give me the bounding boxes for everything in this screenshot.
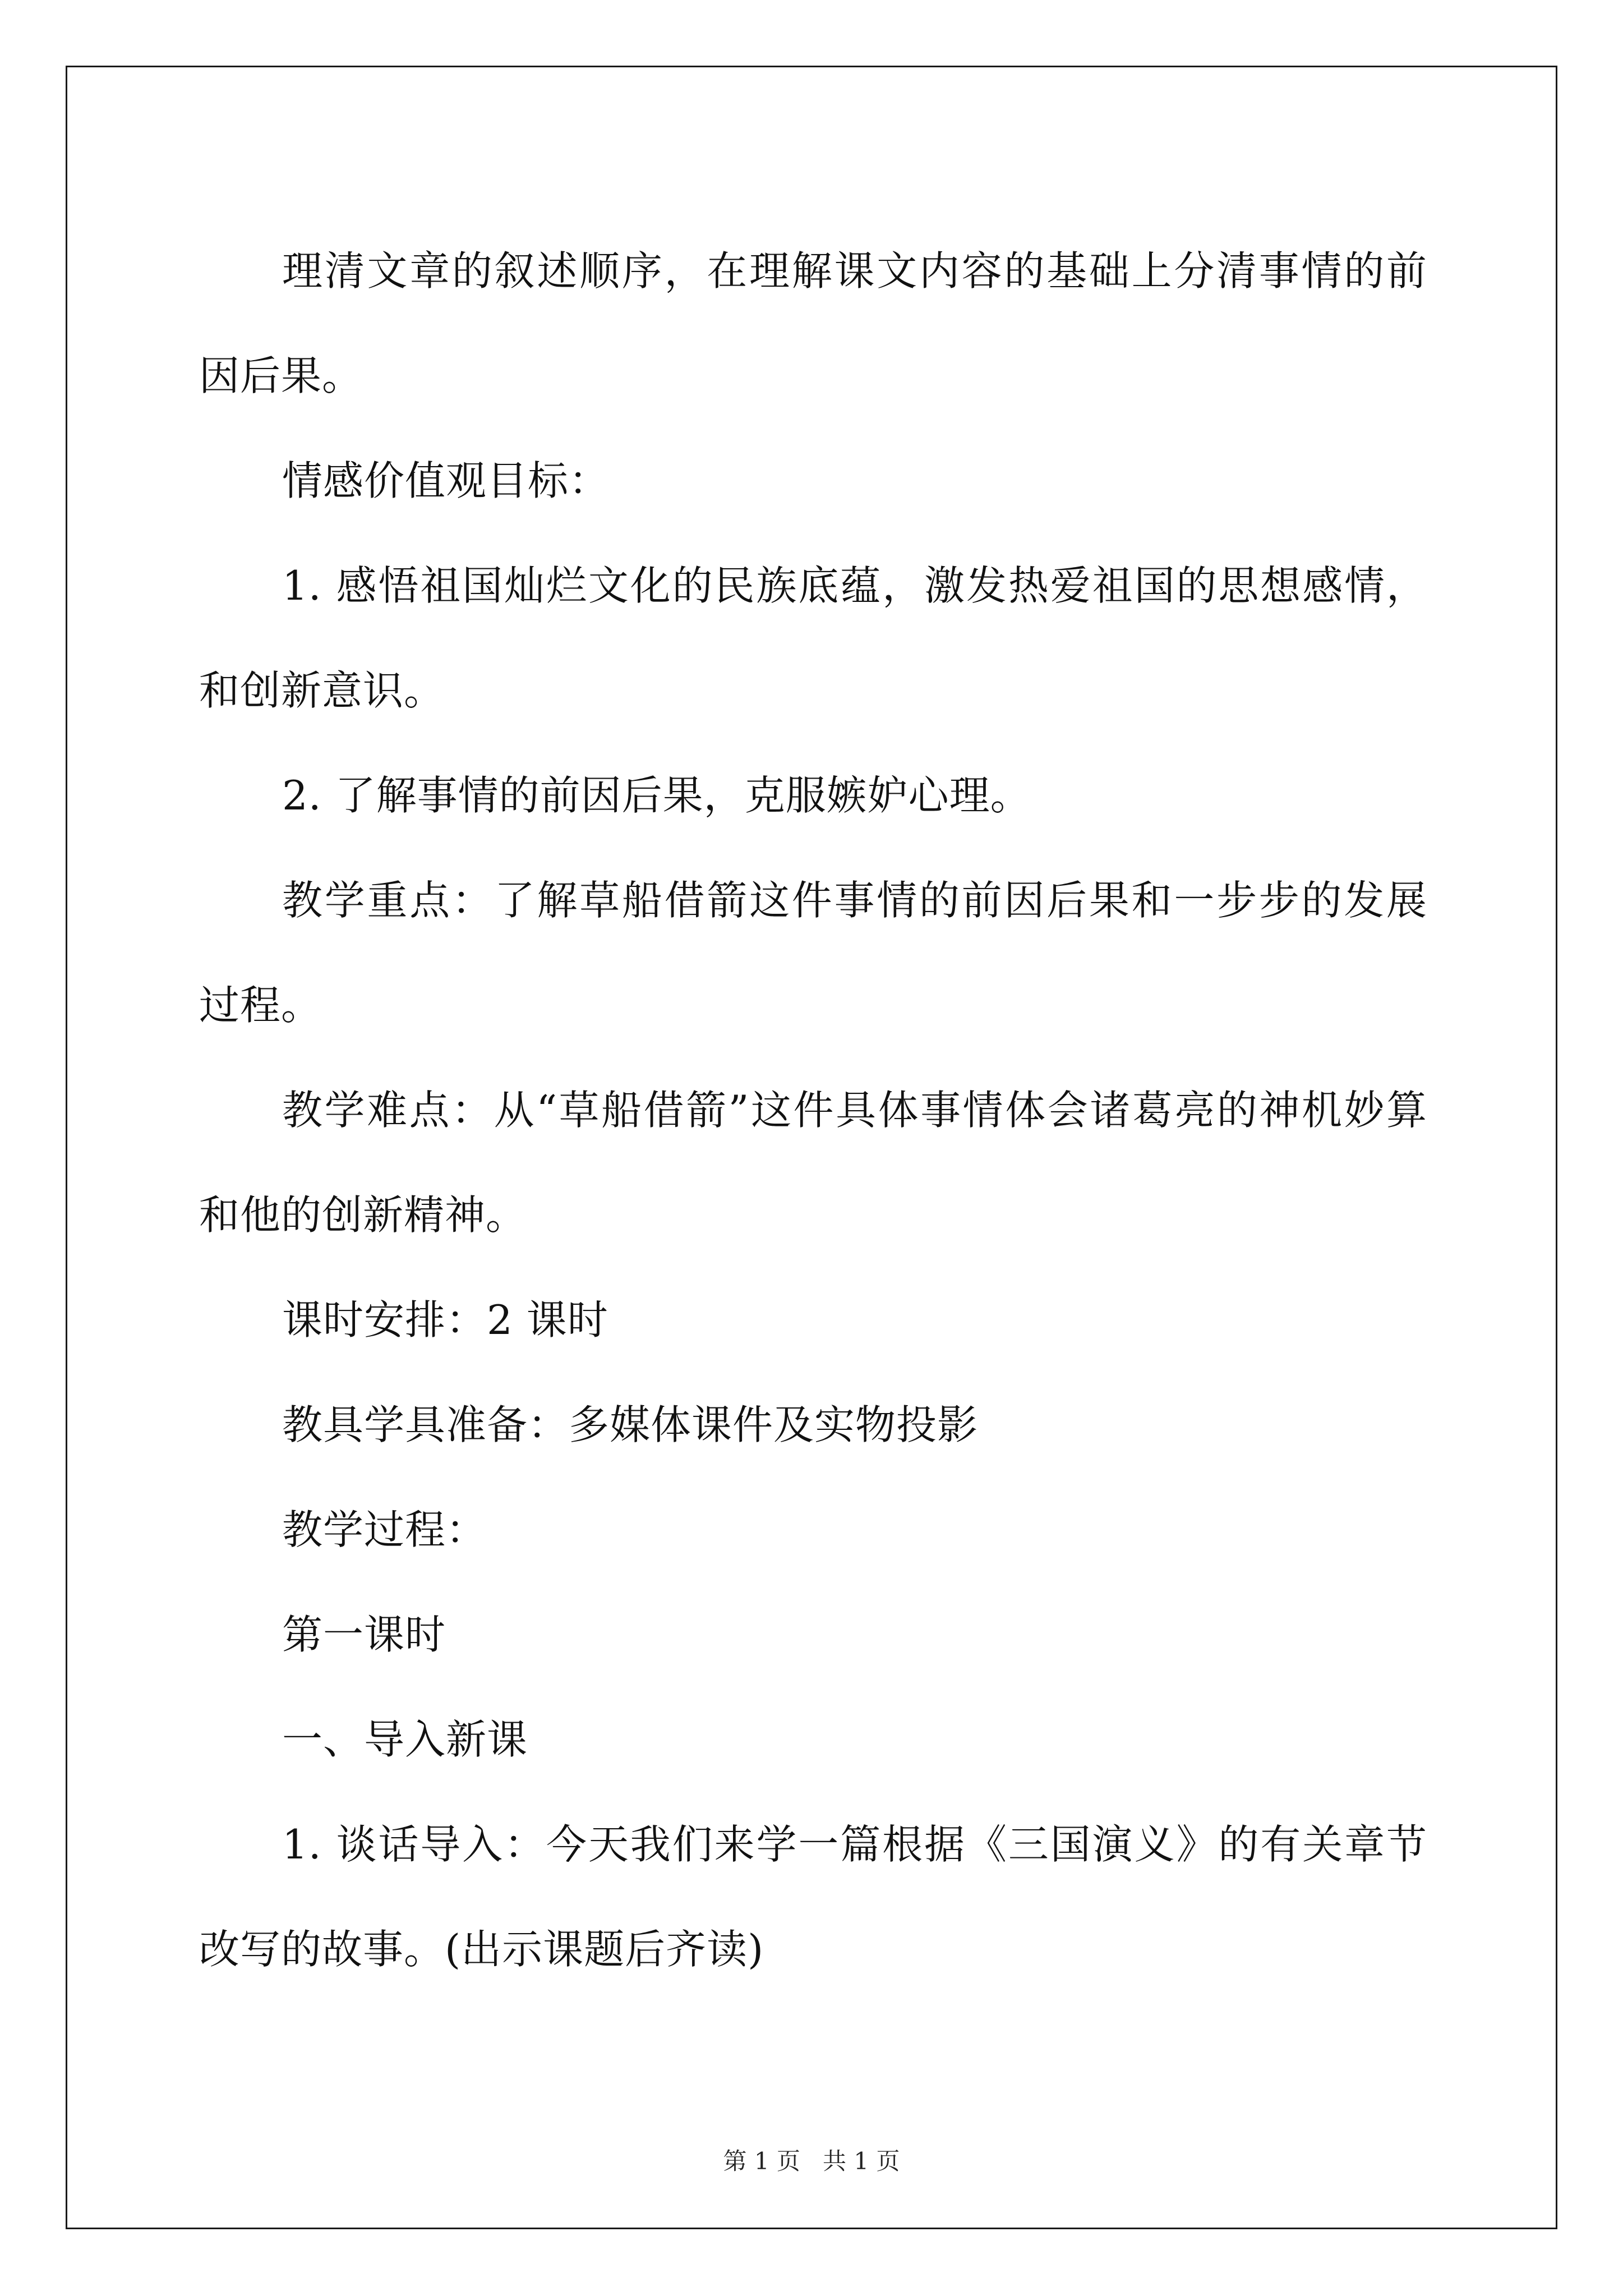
paragraph: 情感价值观目标： <box>282 457 610 504</box>
paragraph: 理清文章的叙述顺序，在理解课文内容的基础上分清事情的前因后果。 <box>199 247 1427 399</box>
page-footer: 第 1 页 共 1 页 <box>723 2147 900 2175</box>
paragraph: 1. 感悟祖国灿烂文化的民族底蕴，激发热爱祖国的思想感情，和创新意识。 <box>199 562 1427 714</box>
paragraph: 1. 谈话导入：今天我们来学一篇根据《三国演义》的有关章节改写的故事。(出示课题后齐读) <box>199 1821 1427 1973</box>
paragraph: 教具学具准备：多媒体课件及实物投影 <box>282 1401 979 1448</box>
paragraph: 教学重点：了解草船借箭这件事情的前因后果和一步步的发展过程。 <box>199 877 1427 1029</box>
paragraph: 一、导入新课 <box>282 1716 528 1763</box>
paragraph: 教学过程： <box>282 1506 487 1553</box>
paragraph: 2. 了解事情的前因后果，克服嫉妒心理。 <box>282 772 1031 819</box>
document-body <box>199 219 1427 2002</box>
paragraph: 教学难点：从“草船借箭”这件具体事情体会诸葛亮的神机妙算和他的创新精神。 <box>199 1087 1427 1239</box>
paragraph: 课时安排：2 课时 <box>282 1296 608 1343</box>
paragraph: 第一课时 <box>282 1611 446 1658</box>
